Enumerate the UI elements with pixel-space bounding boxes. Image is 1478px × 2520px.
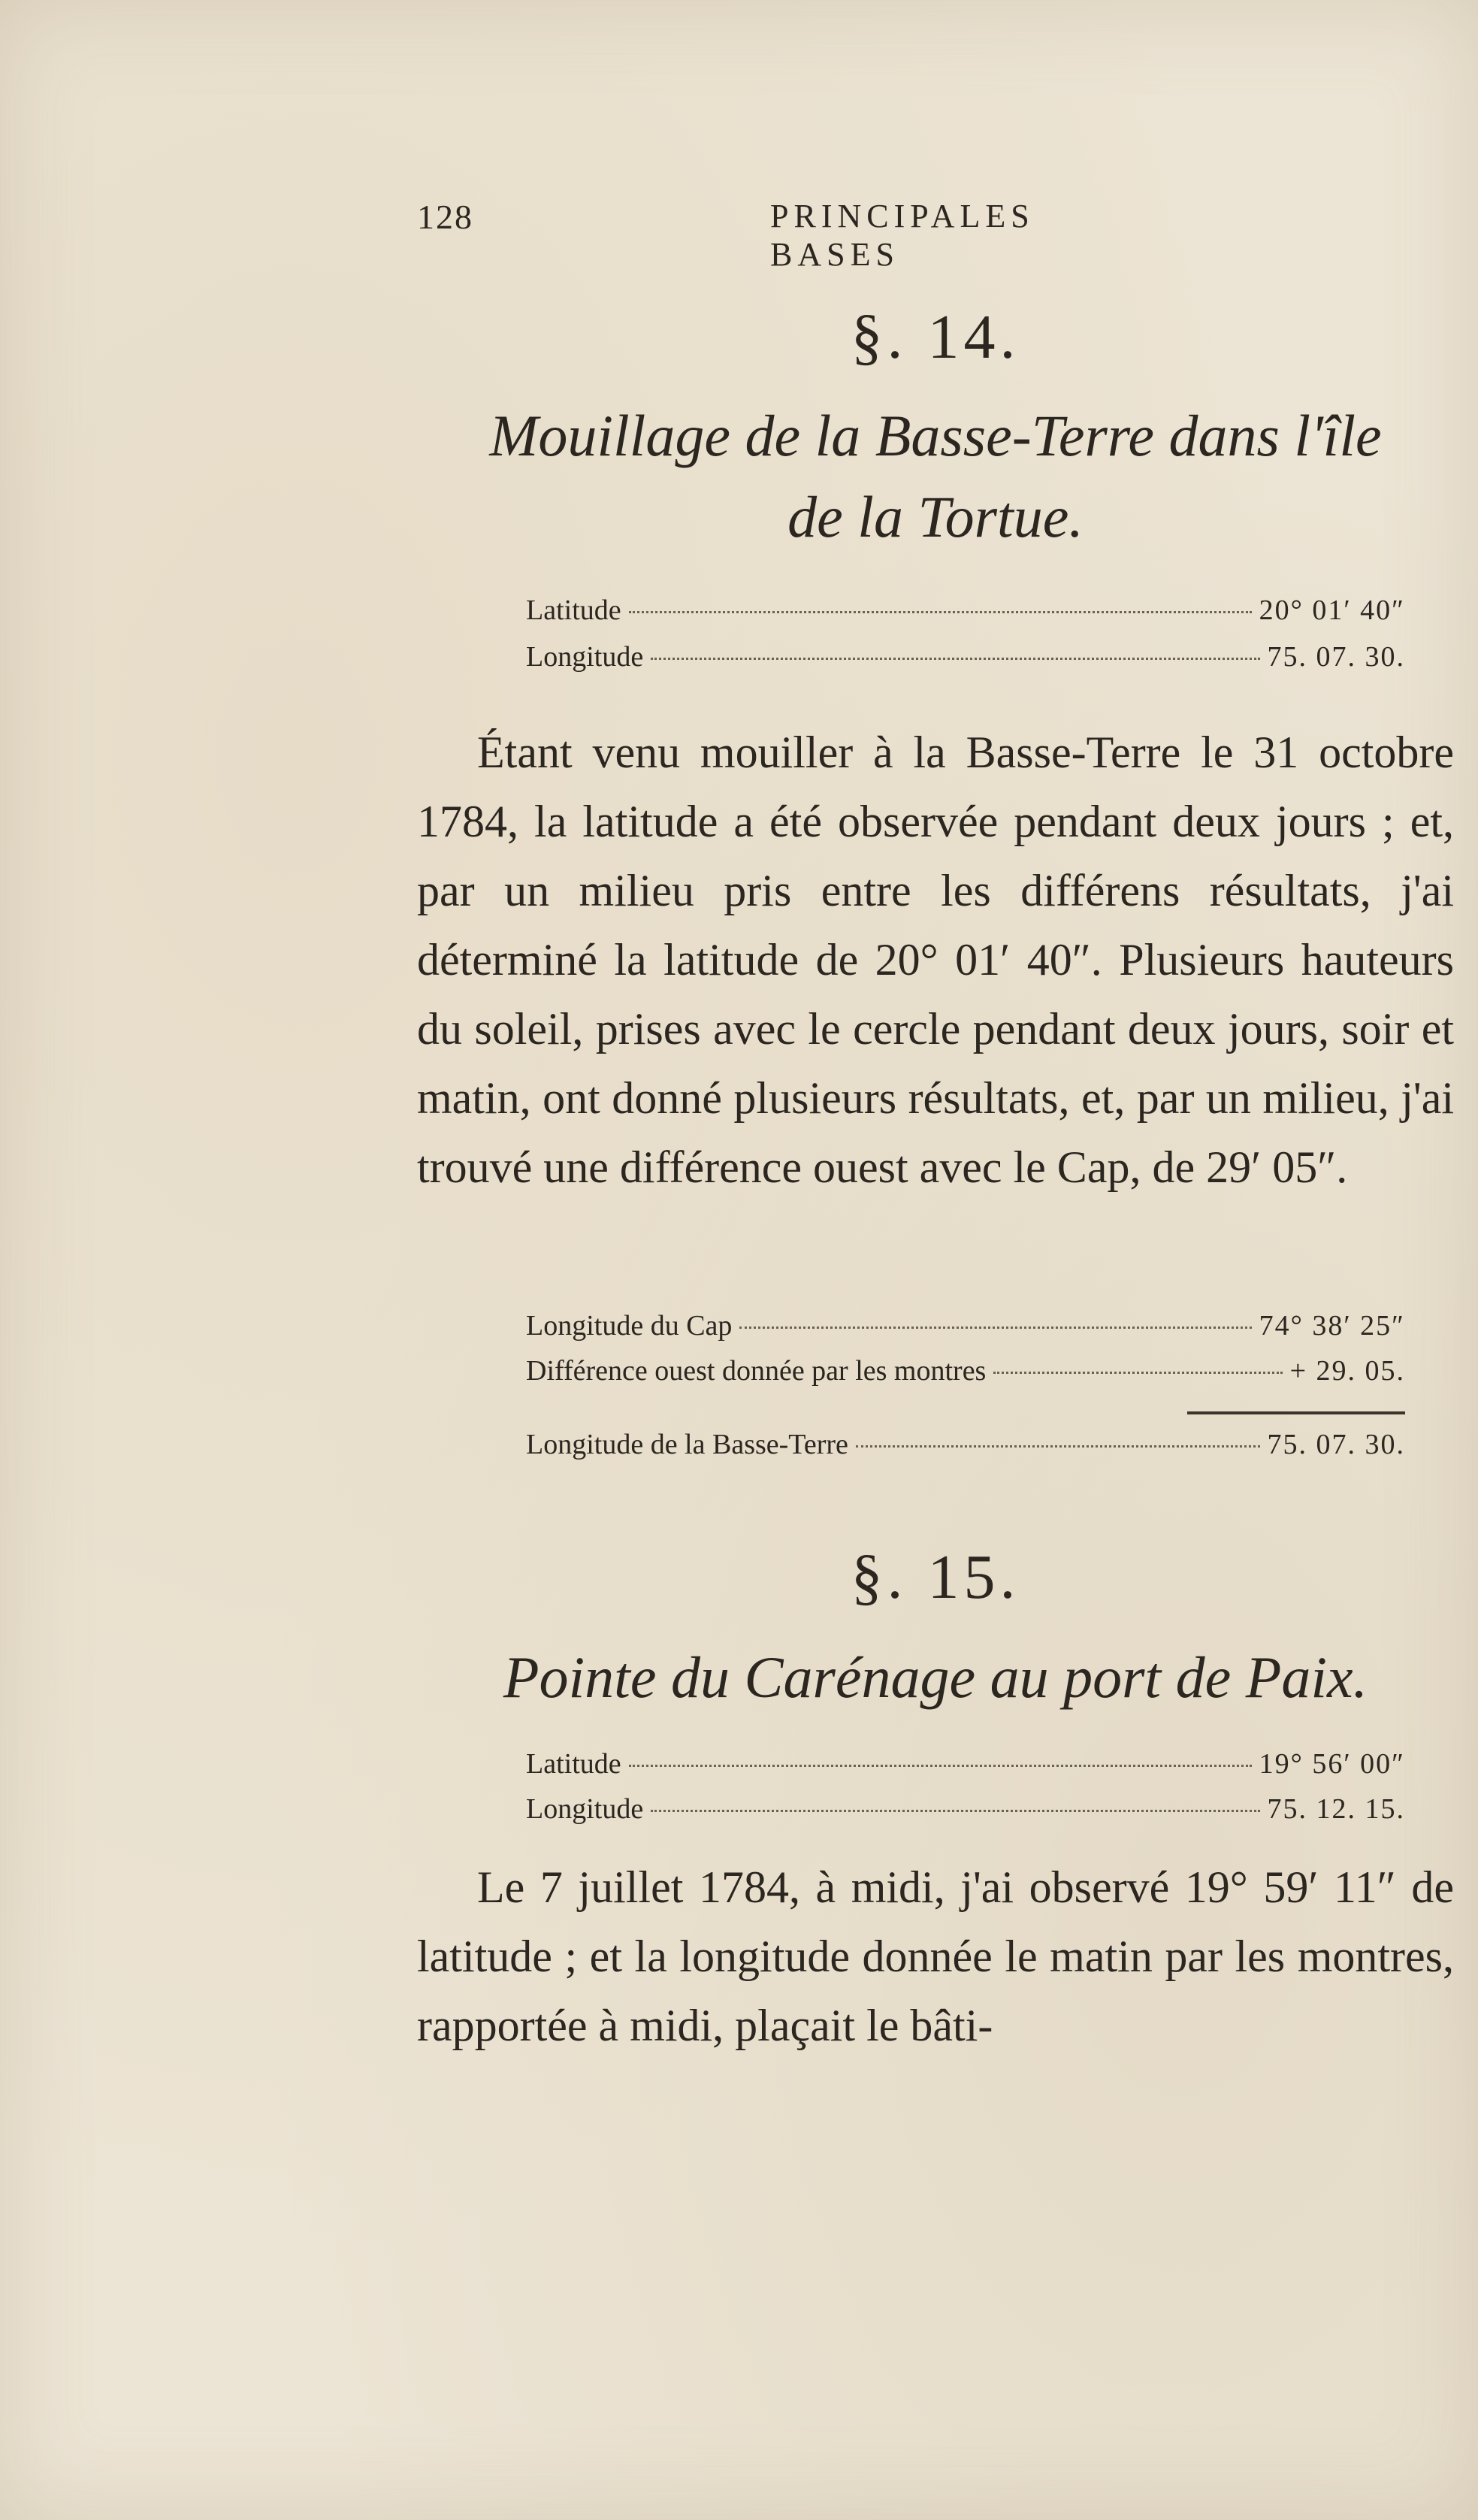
running-head: PRINCIPALES BASES [770, 198, 1035, 273]
calc-value: 74° 38′ 25″ [1259, 1310, 1405, 1342]
page-number: 128 [417, 198, 473, 236]
leader-dots [629, 611, 1252, 613]
leader-dots [739, 1327, 1251, 1329]
calc-value: 75. 07. 30. [1267, 1429, 1405, 1460]
coord-row-latitude [526, 594, 1405, 627]
calc-row-cap [526, 1309, 1405, 1342]
coord-row-longitude [526, 640, 1405, 673]
leader-dots [993, 1372, 1282, 1374]
body-paragraph-15: Le 7 juillet 1784, à midi, j'ai observé 19° 59′ 11″ de latitude ; et la longitude donnée le matin par les montres, rapportée à midi, plaçait le bâti- [417, 1862, 1454, 2050]
section-number-14: §. 14. [851, 302, 1020, 372]
leader-dots [629, 1765, 1252, 1767]
coord-value: 19° 56′ 00″ [1259, 1748, 1405, 1780]
coord-value: 20° 01′ 40″ [1259, 594, 1405, 626]
calc-label: Longitude du Cap [526, 1310, 733, 1342]
calc-row-difference [526, 1354, 1405, 1387]
page-header [417, 197, 1168, 273]
calc-label: Différence ouest donnée par les montres [526, 1355, 987, 1387]
coord-label: Longitude [526, 1793, 644, 1825]
leader-dots [856, 1445, 1260, 1448]
calc-row-result [526, 1428, 1405, 1461]
coord-label: Longitude [526, 641, 644, 673]
coord-label: Latitude [526, 594, 621, 626]
section-title-14-line1: Mouillage de la Basse-Terre dans l'île [489, 403, 1382, 468]
calc-label: Longitude de la Basse-Terre [526, 1429, 848, 1460]
sum-rule [1187, 1411, 1405, 1414]
coord-value: 75. 07. 30. [1267, 641, 1405, 673]
coord-row-longitude-15 [526, 1792, 1405, 1826]
leader-dots [651, 658, 1259, 660]
coord-label: Latitude [526, 1748, 621, 1780]
coord-row-latitude-15 [526, 1747, 1405, 1780]
section-number-15: §. 15. [851, 1542, 1020, 1612]
body-paragraph-14: Étant venu mouiller à la Basse-Terre le 31 octobre 1784, la latitude a été observée pendant deux jours ; et, par un milieu pris entre les différens résultats, j'ai déterminé la latitude de 20° 01′ 40″. Plusieurs hauteurs du soleil, prises avec le cercle pendant deux jours, soir et matin, ont donné plusieurs résultats, et, par un milieu, j'ai trouvé une différence ouest avec le Cap, de 29′ 05″. [417, 728, 1454, 1192]
calc-value: + 29. 05. [1289, 1355, 1405, 1387]
leader-dots [651, 1810, 1259, 1812]
section-title-14-line2: de la Tortue. [787, 484, 1084, 549]
coord-value: 75. 12. 15. [1267, 1793, 1405, 1825]
section-title-15: Pointe du Carénage au port de Paix. [503, 1644, 1368, 1710]
